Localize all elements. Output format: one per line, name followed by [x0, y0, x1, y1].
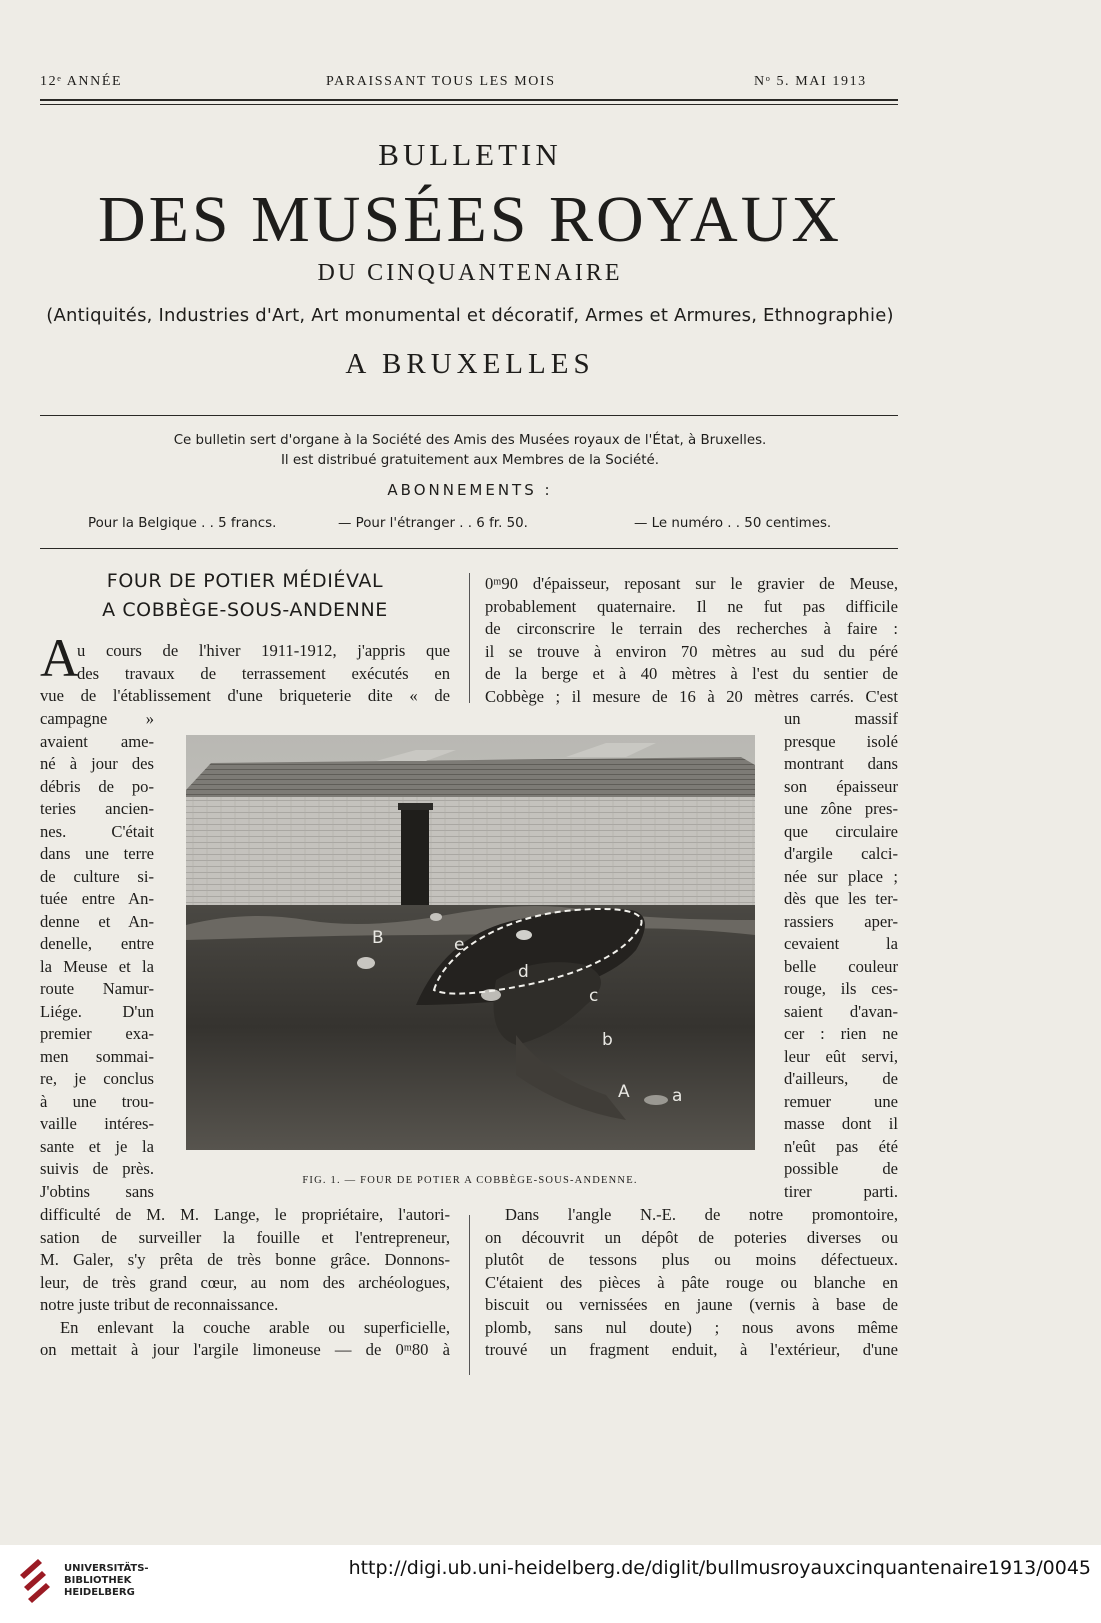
text-line: men sommai- — [40, 1046, 154, 1066]
library-name-line3: HEIDELBERG — [64, 1587, 135, 1598]
text-line: rouge, ils ces- — [784, 979, 898, 998]
text-line: saient d'avan- — [784, 1001, 898, 1021]
text-line: né à jour des — [40, 754, 154, 773]
text-line: on découvrit un dépôt de poteries diverses ou — [485, 1227, 898, 1247]
text-line: leur, de très grand cœur, au nom des archéologues, — [40, 1272, 450, 1292]
text-line: sante et je la — [40, 1136, 154, 1156]
text-line: tirer parti. — [784, 1181, 898, 1201]
masthead-title: DES MUSÉES ROYAUX — [97, 183, 843, 256]
text-line: plutôt de tessons plus ou moins défectueux. — [485, 1250, 898, 1269]
text-line: C'étaient des pièces à pâte rouge ou blanche en — [485, 1272, 898, 1292]
figure-label-e: e — [454, 935, 465, 955]
header-rule-thin — [40, 104, 898, 105]
kiln-excavation-photo — [186, 735, 755, 1150]
article-title-line1: FOUR DE POTIER MÉDIÉVAL — [106, 570, 384, 592]
article-title-line2: A COBBÈGE-SOUS-ANDENNE — [102, 599, 388, 621]
text-line: J'obtins sans — [40, 1181, 154, 1201]
masthead-city: A BRUXELLES — [345, 348, 595, 380]
figure-label-A: A — [618, 1082, 630, 1102]
text-line: de culture si- — [40, 866, 154, 886]
text-line: possible de — [784, 1159, 898, 1178]
text-line: u cours de l'hiver 1911-1912, j'appris que — [77, 641, 450, 660]
text-line: premier exa- — [40, 1024, 154, 1043]
text-line: son épaisseur — [784, 776, 898, 796]
text-line: née sur place ; — [784, 866, 898, 886]
masthead-rule — [40, 415, 898, 416]
library-name-line1: UNIVERSITÄTS- — [64, 1563, 149, 1574]
figure-label-c: c — [589, 986, 599, 1006]
text-line: leur eût servi, — [784, 1046, 898, 1066]
text-line: notre juste tribut de reconnaissance. — [40, 1295, 279, 1314]
footer-bar — [0, 1545, 1101, 1623]
text-line: de circonscrire le terrain des recherches à faire : — [485, 619, 898, 638]
text-line: biscuit ou vernissées en jaune (vernis à base de — [485, 1295, 898, 1314]
text-line: débris de po- — [40, 776, 154, 796]
text-line: teries ancien- — [40, 799, 154, 818]
text-line: la Meuse et la — [40, 956, 154, 976]
text-line: d'ailleurs, de — [784, 1069, 898, 1088]
notice-line1: Ce bulletin sert d'organe à la Société des Amis des Musées royaux de l'État, à Bruxelles. — [173, 433, 767, 448]
source-url-link[interactable]: http://digi.ub.uni-heidelberg.de/diglit/bullmusroyauxcinquantenaire1913/0045 — [348, 1557, 1091, 1579]
text-line: une zône pres- — [784, 799, 898, 818]
text-line: probablement quaternaire. Il ne fut pas difficile — [485, 596, 898, 616]
text-line: d'argile calci- — [784, 844, 898, 863]
text-line: plomb, sans nul doute) ; nous avons même — [485, 1317, 898, 1337]
text-line: à une trou- — [40, 1091, 154, 1111]
text-line: montrant dans — [784, 754, 898, 773]
text-line: Cobbège ; il mesure de 16 à 20 mètres carrés. C'est — [485, 686, 898, 706]
text-line: route Namur- — [40, 979, 154, 998]
figure-label-a: a — [672, 1086, 683, 1106]
running-header-right: Nᵒ 5. MAI 1913 — [754, 74, 867, 89]
drop-cap: A — [40, 628, 79, 688]
subscriptions-title: ABONNEMENTS : — [387, 481, 553, 499]
notice-rule — [40, 548, 898, 549]
text-line: re, je conclus — [40, 1069, 154, 1088]
right-column-top — [485, 573, 898, 708]
left-column-bottom — [40, 1204, 450, 1362]
text-line: dès que les ter- — [784, 889, 898, 908]
figure-photograph — [186, 735, 755, 1150]
text-line: cer : rien ne — [784, 1024, 898, 1043]
column-divider-top — [469, 573, 470, 703]
column-divider-bottom — [469, 1215, 470, 1375]
text-line: n'eût pas été — [784, 1136, 898, 1156]
subscription-numero: — Le numéro . . 50 centimes. — [634, 516, 832, 531]
text-line: denne et An- — [40, 911, 154, 931]
text-line: cevaient la — [784, 934, 898, 953]
text-line: tuée entre An- — [40, 889, 154, 908]
figure-caption: FIG. 1. — FOUR DE POTIER A COBBÈGE-SOUS-ANDENNE. — [302, 1175, 638, 1186]
running-header-center: PARAISSANT TOUS LES MOIS — [326, 74, 556, 89]
text-line: dans une terre — [40, 844, 154, 863]
text-line: on mettait à jour l'argile limoneuse — de 0ᵐ80 à — [40, 1340, 450, 1359]
library-logo-icon — [16, 1553, 62, 1609]
text-line: un massif — [784, 709, 898, 728]
library-name — [64, 1563, 149, 1599]
text-line: Liége. D'un — [40, 1001, 154, 1021]
notice-line2: Il est distribué gratuitement aux Membres de la Société. — [280, 453, 660, 468]
text-line: remuer une — [784, 1091, 898, 1111]
text-line: En enlevant la couche arable ou superficielle, — [60, 1317, 450, 1337]
text-line: avaient ame- — [40, 731, 154, 751]
text-line: Dans l'angle N.-E. de notre promontoire, — [505, 1205, 898, 1224]
text-line: rassiers aper- — [784, 911, 898, 931]
text-line: presque isolé — [784, 731, 898, 751]
text-line: nes. C'était — [40, 821, 154, 841]
figure-label-d: d — [518, 962, 529, 982]
text-line: masse dont il — [784, 1114, 898, 1133]
left-column-narrow — [40, 708, 154, 1203]
text-line: vaille intéres- — [40, 1114, 154, 1133]
library-name-line2: BIBLIOTHEK — [64, 1575, 132, 1586]
text-line: difficulté de M. M. Lange, le propriétaire, l'autori- — [40, 1205, 450, 1224]
right-column-narrow — [784, 708, 898, 1203]
text-line: sation de surveiller la fouille et l'entrepreneur, — [40, 1227, 450, 1247]
text-line: suivis de près. — [40, 1159, 154, 1178]
text-line: que circulaire — [784, 821, 898, 841]
text-line: denelle, entre — [40, 934, 154, 953]
figure-label-b: b — [602, 1030, 613, 1050]
running-header-left: 12ᵉ ANNÉE — [40, 74, 123, 89]
text-line: de la berge et à 40 mètres à l'est du sentier de — [485, 664, 898, 683]
text-line: M. Galer, s'y prêta de très bonne grâce. Donnons- — [40, 1250, 450, 1269]
subscription-etranger: — Pour l'étranger . . 6 fr. 50. — [338, 516, 528, 531]
right-column-bottom — [485, 1204, 898, 1362]
text-line: belle couleur — [784, 956, 898, 976]
figure-label-B: B — [372, 928, 384, 948]
text-line: il se trouve à environ 70 mètres au sud du péré — [485, 641, 898, 661]
subscription-belgique: Pour la Belgique . . 5 francs. — [88, 516, 277, 531]
left-column-top — [40, 640, 450, 708]
masthead-bulletin: BULLETIN — [378, 137, 562, 172]
text-line: campagne » — [40, 709, 154, 728]
text-line: trouvé un fragment enduit, à l'extérieur, d'une — [485, 1340, 898, 1359]
text-line: 0ᵐ90 d'épaisseur, reposant sur le gravier de Meuse, — [485, 574, 898, 593]
text-line: vue de l'établissement d'une briqueterie dite « de — [40, 686, 450, 705]
masthead-subtitle: DU CINQUANTENAIRE — [317, 260, 623, 286]
header-rule — [40, 99, 898, 101]
masthead-sections: (Antiquités, Industries d'Art, Art monumental et décoratif, Armes et Armures, Ethnographie) — [46, 305, 894, 326]
text-line: des travaux de terrassement exécutés en — [77, 663, 450, 683]
